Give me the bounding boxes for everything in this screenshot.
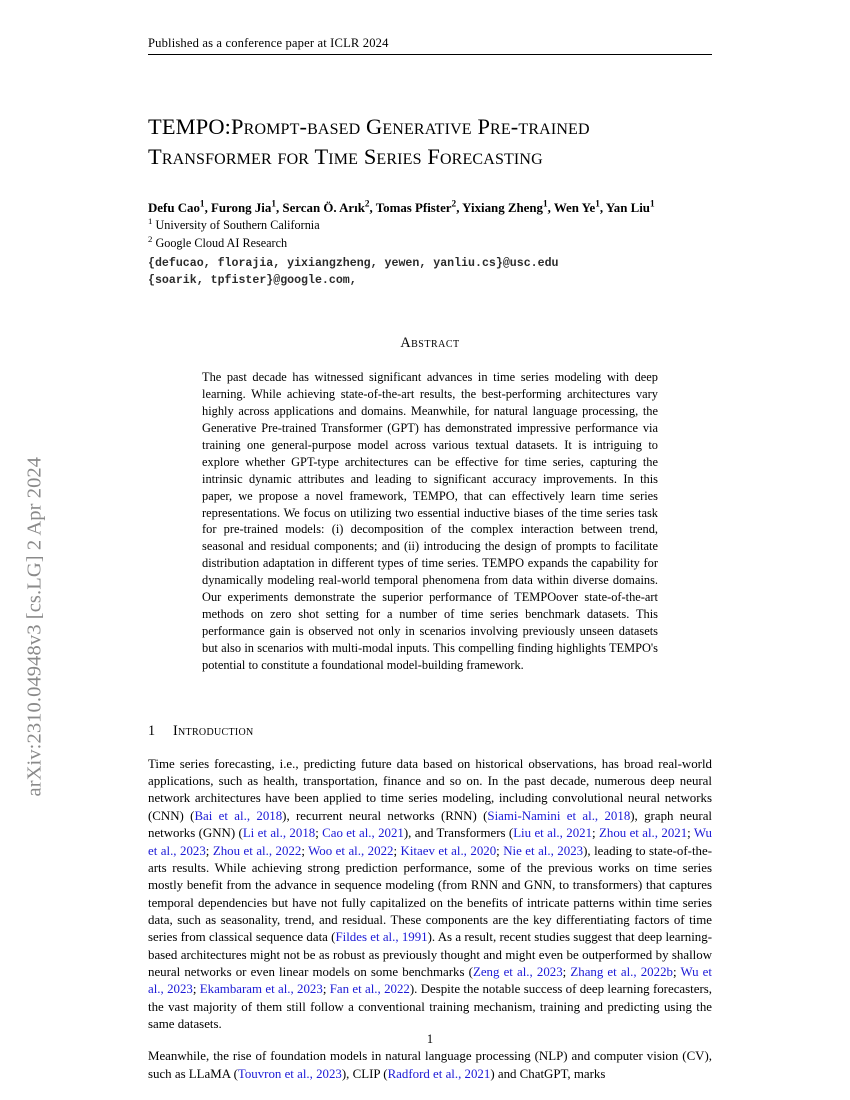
author-names: Defu Cao$^1$, Furong Jia$^1$, Sercan Ö. Arık$^2$, Tomas Pfister$^2$, Yixiang Zheng$^1$, Wen Ye$^1$, Yan Liu$^1$ — [148, 199, 655, 215]
running-head: Published as a conference paper at ICLR 2024 — [148, 36, 389, 50]
citation-link[interactable]: Zhang et al., 2022b — [570, 964, 673, 979]
affiliations — [148, 217, 712, 252]
body-text: ). As a result, recent studies suggest that deep learning-based architectures might not be as robust as previously thought and might even be outperformed by shallow neural networks or even linear models on some benchmarks ( — [148, 930, 712, 979]
citation-link[interactable]: Bai et al., 2018 — [194, 808, 283, 823]
body-text: ; — [393, 843, 401, 858]
title-line1-lead: TEMPO: — [148, 114, 232, 139]
author-affiliation-marker: 1 — [271, 199, 276, 210]
citation-link[interactable]: Touvron et al., 2023 — [237, 1066, 342, 1081]
author-name: Furong Jia — [211, 200, 272, 215]
body-text: ), CLIP ( — [341, 1066, 388, 1081]
citation-link[interactable]: Zhou et al., 2021 — [599, 826, 688, 841]
affiliation-2-marker: 2 — [148, 233, 153, 244]
citation-link[interactable]: Fan et al., 2022 — [329, 982, 410, 997]
citation-link[interactable]: Ekambaram et al., 2023 — [199, 982, 323, 997]
abstract-body: The past decade has witnessed significant advances in time series modeling with deep learning. While achieving state-of-the-art results, the best-performing architectures vary highly across applications and domains. Meanwhile, for natural language processing, the Generative Pre-trained Transformer (GPT) has demonstrated impressive performance via training one general-purpose model across various textual datasets. It is intriguing to explore whether GPT-type architectures can be effective for time series, capturing the intrinsic dynamic attributes and leading to significant accuracy improvements. In this paper, we propose a novel framework, TEMPO, that can effectively learn time series representations. We focus on utilizing two essential inductive biases of the time series task for pre-trained models: (i) decomposition of the complex interaction between trend, seasonal and residual components; and (ii) introducing the design of prompts to facilitate distribution adaptation in different types of time series. TEMPO expands the capability for dynamically modeling real-world temporal phenomena from data within diverse domains. Our experiments demonstrate the superior performance of TEMPOover state-of-the-art methods on zero shot setting for a number of time series benchmark datasets. This performance gain is observed not only in scenarios involving previously unseen datasets but also in scenarios with multi-modal inputs. This compelling finding highlights TEMPO's potential to constitute a foundational model-building framework. — [202, 370, 658, 672]
citation-link[interactable]: Zeng et al., 2023 — [472, 964, 563, 979]
body-text: ; — [301, 843, 309, 858]
body-text: ), recurrent neural networks (RNN) ( — [282, 808, 488, 823]
body-text: ; — [592, 826, 599, 841]
paper-page — [148, 0, 712, 1100]
author-name: Yixiang Zheng — [462, 200, 543, 215]
body-text: Meanwhile, the rise of foundation models in natural language processing (NLP) and computer vision (CV), such as LLaMA ( — [148, 1049, 712, 1081]
citation-link[interactable]: Zhou et al., 2022 — [212, 843, 302, 858]
author-affiliation-marker: 2 — [364, 199, 370, 210]
author-name: Sercan Ö. Arık — [282, 200, 365, 215]
author-affiliation-marker: 1 — [199, 199, 205, 210]
author-affiliation-marker: 1 — [595, 199, 600, 210]
section-number: 1 — [148, 722, 156, 739]
body-text: ) and ChatGPT, marks — [490, 1066, 606, 1081]
citation-link[interactable]: Li et al., 2018 — [242, 826, 316, 841]
author-name: Tomas Pfister — [375, 200, 452, 215]
section-title: Introduction — [173, 722, 254, 739]
intro-paragraph-1 — [148, 756, 712, 1034]
citation-link[interactable]: Woo et al., 2022 — [308, 843, 394, 858]
arxiv-stamp — [0, 0, 60, 1100]
body-text: ), leading to state-of-the-arts results. While achieving strong prediction performance, some of the previous works on time series mostly benefit from the advance in sequence modeling (from RNN and GNN, to transformers) that captures temporal dependencies but have not fully capitalized on the benefits of intricate patterns within time series data, such as seasonality, trend, and residual. These components are the key differentiating factors of time series from classical sequence data ( — [148, 843, 712, 945]
body-text: ; — [315, 826, 323, 841]
author-name: Yan Liu — [605, 200, 650, 215]
citation-link[interactable]: Fildes et al., 1991 — [335, 930, 428, 945]
citation-link[interactable]: Nie et al., 2023 — [503, 843, 584, 858]
affiliation-2-label: Google Cloud AI Research — [155, 235, 288, 250]
citation-link[interactable]: Liu et al., 2021 — [513, 826, 593, 841]
body-text: ; — [496, 843, 504, 858]
citation-link[interactable]: Cao et al., 2021 — [322, 826, 404, 841]
email-line-google: {soarik, tpfister}@google.com, — [148, 273, 357, 287]
body-text: ), graph neural networks (GNN) ( — [148, 808, 712, 841]
abstract-heading: Abstract — [400, 335, 460, 352]
author-affiliation-marker: 2 — [451, 199, 457, 210]
title-line1-rest: Prompt-based Generative Pre-trained — [231, 114, 590, 139]
page-title — [148, 112, 712, 172]
citation-link[interactable]: Siami-Namini et al., 2018 — [487, 808, 631, 823]
body-text: ; — [672, 964, 681, 979]
contact-emails — [148, 256, 712, 289]
citation-link[interactable]: Kitaev et al., 2020 — [400, 843, 497, 858]
body-text: ), and Transformers ( — [403, 826, 514, 841]
title-line2: Transformer for Time Series Forecasting — [148, 143, 543, 169]
affiliation-1-marker: 1 — [148, 215, 153, 226]
citation-link[interactable]: Wu et al., 2023 — [148, 964, 712, 997]
citation-link[interactable]: Wu et al., 2023 — [148, 826, 712, 858]
body-text: ; — [192, 982, 200, 997]
author-affiliation-marker: 1 — [649, 199, 655, 210]
body-text: ; — [322, 982, 330, 997]
email-line-usc: {defucao, florajia, yixiangzheng, yewen, yanliu.cs}@usc.edu — [148, 257, 559, 271]
body-text: ). Despite the notable success of deep learning forecasters, the vast majority of them still follow a conventional training mechanism, training and predicting using the same datasets. — [148, 982, 712, 1031]
section-heading-introduction — [148, 723, 712, 740]
body-text: ; — [687, 826, 694, 841]
author-list — [148, 199, 712, 290]
body-text: Time series forecasting, i.e., predicting future data based on historical observations, has broad real-world applications, such as health, transportation, finance and so on. In the past decade, numerous deep neural network architectures have been applied to time series modeling, including convolutional neural networks (CNN) ( — [148, 756, 712, 823]
arxiv-stamp-text: arXiv:2310.04948v3 [cs.LG] 2 Apr 2024 — [23, 456, 46, 797]
body-text: ; — [205, 843, 213, 858]
author-name: Defu Cao — [148, 200, 200, 215]
page-number: 1 — [426, 1032, 434, 1046]
author-affiliation-marker: 1 — [542, 199, 548, 210]
affiliation-1-label: University of Southern California — [155, 217, 320, 232]
author-name: Wen Ye — [553, 200, 596, 215]
intro-paragraph-2 — [148, 1048, 712, 1083]
header-rule — [148, 54, 712, 55]
citation-link[interactable]: Radford et al., 2021 — [387, 1066, 491, 1081]
body-text: ; — [562, 964, 571, 979]
